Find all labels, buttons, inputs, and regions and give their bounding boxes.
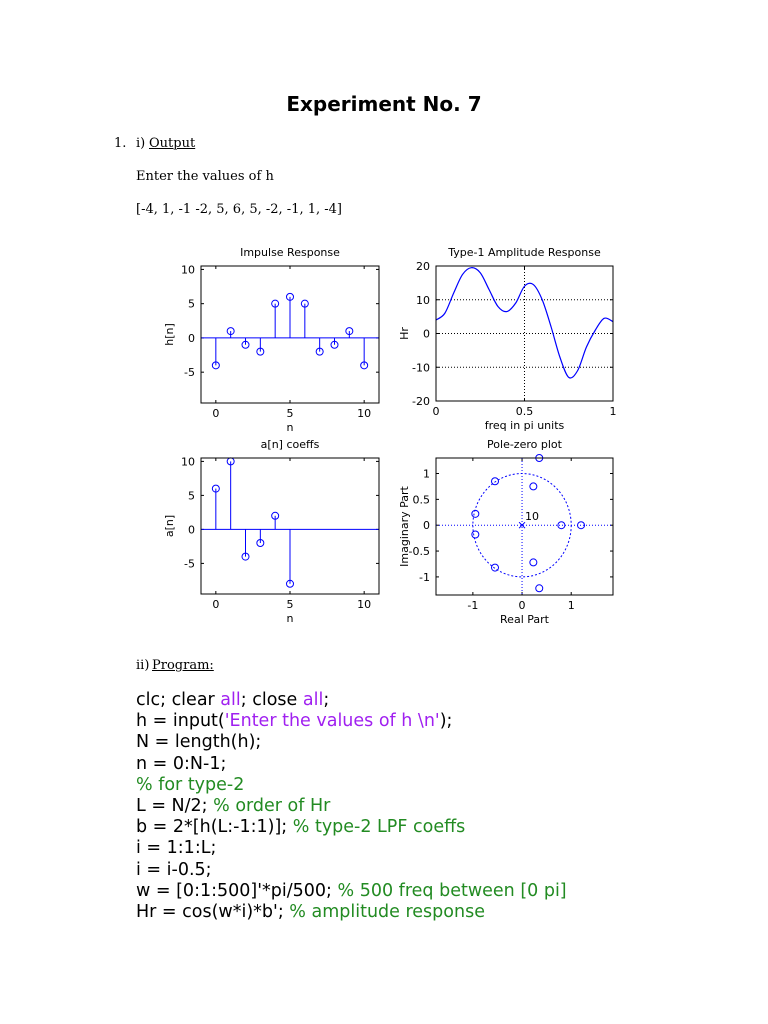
y-tick-label: 0 [188, 523, 195, 537]
input-values: [-4, 1, -1 -2, 5, 6, 5, -2, -1, 1, -4] [136, 202, 342, 217]
code-keyword: 'Enter the values of h \n' [224, 711, 440, 732]
code-text: ; [323, 690, 330, 710]
code-text: i = 1:1:L; [136, 838, 217, 859]
y-axis-label: Imaginary Part [398, 486, 411, 567]
code-line [136, 860, 567, 881]
y-tick-label: -1 [419, 570, 430, 584]
y-tick-label: -20 [412, 395, 430, 408]
y-tick-label: 0 [423, 327, 430, 341]
x-tick-label: 1 [567, 599, 575, 612]
x-axis-label: freq in pi units [484, 419, 565, 432]
zero-marker [492, 478, 499, 485]
code-text: N = length(h); [136, 732, 262, 753]
y-tick-label: 0 [423, 519, 430, 533]
x-tick-label: 1 [609, 405, 617, 418]
chart-title: Impulse Response [240, 246, 340, 259]
y-axis-label: Hr [398, 327, 411, 340]
code-line [136, 902, 567, 923]
section-number: 1. [114, 136, 127, 151]
code-text: L = N/2; [136, 795, 214, 816]
x-tick-label: 10 [357, 598, 372, 611]
code-text: w = [0:1:500]'*pi/500; [136, 880, 338, 901]
code-text: i = i-0.5; [136, 859, 212, 880]
zero-marker [536, 585, 543, 592]
chart-title: a[n] coeffs [260, 438, 320, 451]
plot-frame [436, 458, 613, 595]
code-text: b = 2*[h(L:-1:1)]; [136, 817, 293, 838]
code-line [136, 775, 567, 796]
y-tick-label: 0 [188, 331, 195, 345]
code-line [136, 817, 567, 838]
x-tick-label: 0 [212, 598, 220, 611]
x-tick-label: 0 [212, 407, 220, 420]
y-tick-label: 20 [416, 260, 430, 273]
code-text: ); [439, 711, 453, 732]
code-comment: % 500 freq between [0 pi] [337, 880, 567, 901]
code-comment: % for type-2 [136, 774, 245, 795]
code-comment: % type-2 LPF coeffs [292, 817, 466, 838]
code-text: ; close [240, 690, 303, 710]
x-tick-label: 0 [432, 405, 440, 418]
output-heading: Output [149, 136, 196, 151]
code-comment: % order of Hr [213, 795, 331, 816]
zero-marker [530, 559, 537, 566]
x-tick-label: 5 [286, 598, 294, 611]
x-tick-label: 0 [518, 599, 526, 612]
y-tick-label: 10 [181, 263, 195, 277]
code-text: Hr = cos(w*i)*b'; [136, 901, 290, 922]
prompt-text: Enter the values of h [136, 169, 274, 184]
y-tick-label: 10 [181, 455, 195, 469]
zero-marker [530, 483, 537, 490]
code-line [136, 732, 567, 753]
code-line [136, 881, 567, 902]
code-keyword: all [302, 690, 324, 710]
code-line [136, 838, 567, 859]
chart-title: Pole-zero plot [487, 438, 562, 451]
y-axis-label: a[n] [163, 514, 176, 538]
y-tick-label: -10 [412, 361, 430, 375]
y-tick-label: 5 [188, 297, 195, 311]
x-tick-label: -1 [467, 599, 479, 612]
section2-prefix: ii) [136, 658, 150, 673]
y-tick-label: 5 [188, 489, 195, 503]
y-tick-label: 10 [416, 293, 430, 307]
code-line [136, 690, 567, 711]
code-comment: % amplitude response [289, 901, 485, 922]
y-tick-label: 0.5 [412, 493, 430, 507]
code-line [136, 754, 567, 775]
x-tick-label: 0.5 [515, 405, 534, 418]
x-tick-label: 5 [286, 407, 294, 420]
program-heading: Program: [152, 658, 214, 673]
x-axis-label: n [286, 612, 294, 625]
code-text: h = input( [136, 711, 225, 732]
y-tick-label: -5 [184, 557, 195, 571]
y-tick-label: -0.5 [408, 545, 430, 559]
zero-marker [472, 531, 479, 538]
code-line [136, 711, 567, 732]
code-keyword: all [220, 690, 241, 710]
x-axis-label: n [286, 421, 294, 434]
zero-marker [472, 510, 479, 517]
chart-title: Type-1 Amplitude Response [448, 246, 601, 259]
x-tick-label: 10 [357, 407, 372, 420]
y-axis-label: h[n] [163, 323, 176, 346]
code-text: clc; clear [136, 690, 221, 710]
page-title: Experiment No. 7 [286, 92, 482, 116]
program-code [136, 690, 567, 923]
pole-count-label: 10 [525, 510, 540, 524]
section1-prefix: i) [136, 136, 146, 151]
code-text: n = 0:N-1; [136, 753, 227, 774]
zero-marker [492, 564, 499, 571]
y-tick-label: -5 [184, 366, 195, 380]
y-tick-label: 1 [423, 467, 430, 481]
x-axis-label: Real Part [500, 613, 549, 626]
code-line [136, 796, 567, 817]
zero-marker [558, 522, 565, 529]
